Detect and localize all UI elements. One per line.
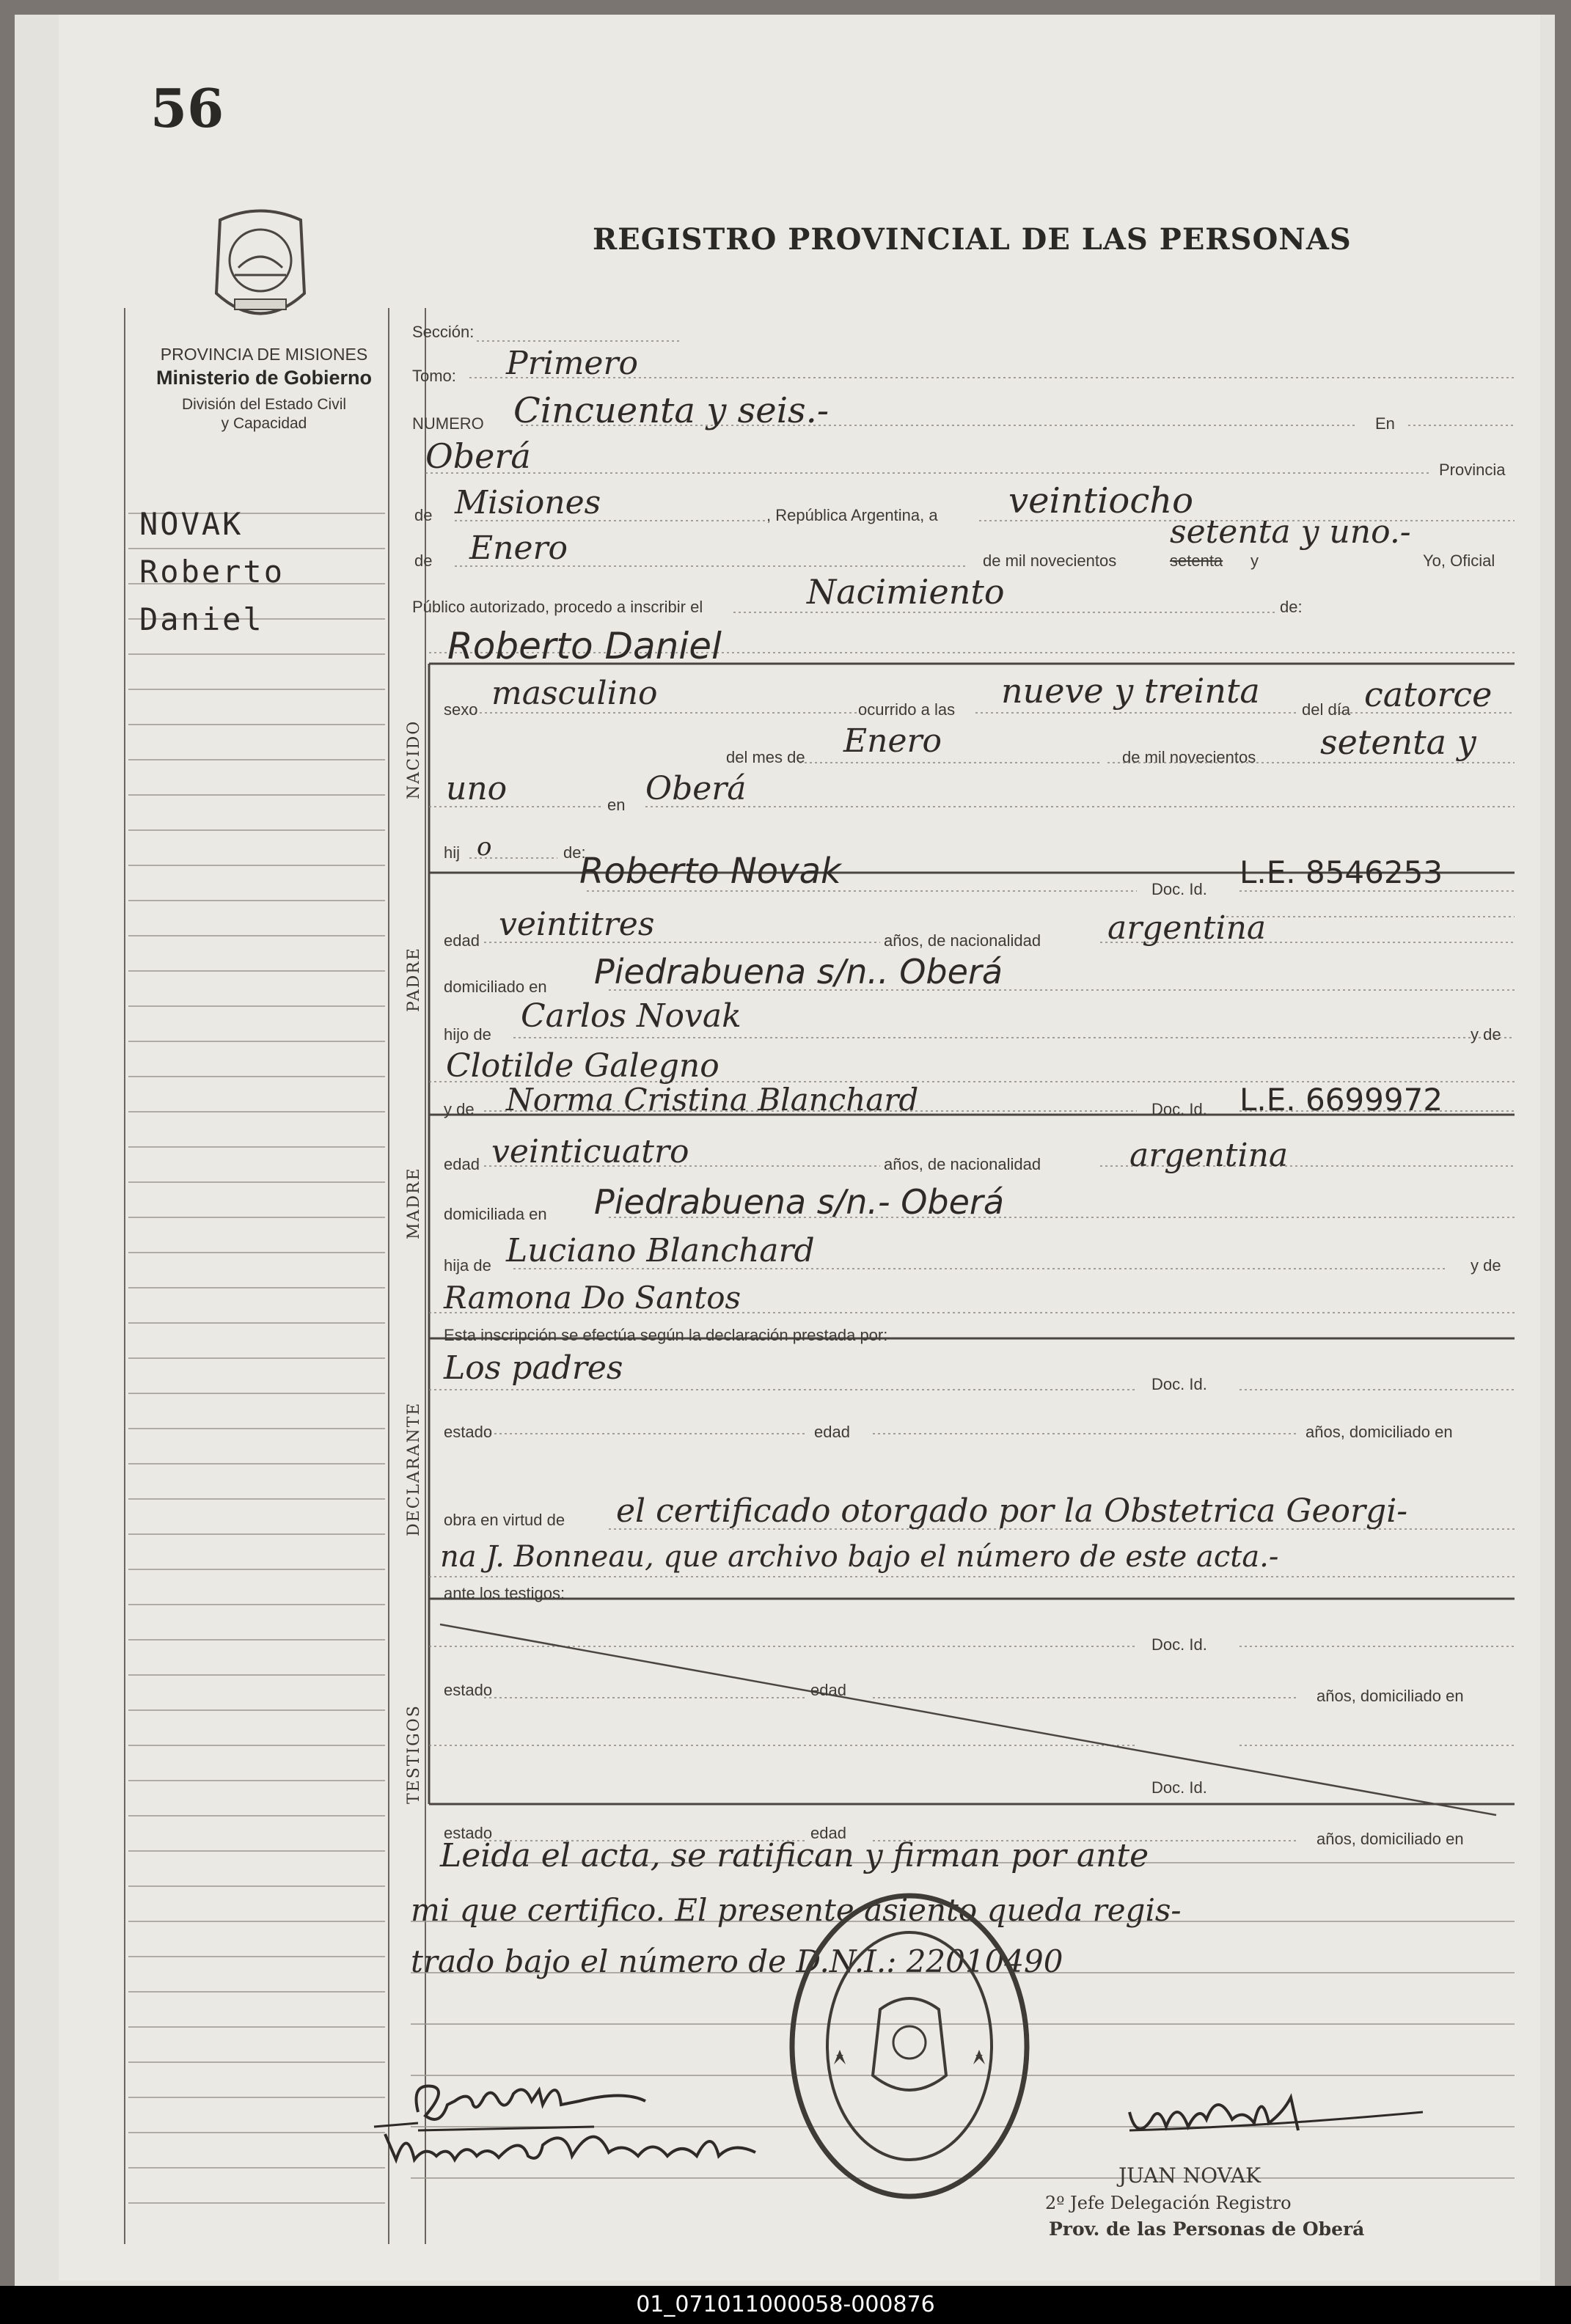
label-estado-t2: estado	[444, 1824, 493, 1842]
value-padre-padre: Carlos Novak	[521, 997, 741, 1035]
value-dia: veintiocho	[1008, 480, 1194, 521]
value-padre-nac: argentina	[1107, 909, 1267, 947]
label-en: En	[1375, 414, 1395, 433]
label-de-mil: de mil novecientos	[1122, 748, 1256, 766]
value-madre-nac: argentina	[1129, 1137, 1289, 1174]
official-name: JUAN NOVAK	[1118, 2163, 1261, 2188]
label-y-de-padre: y de	[1471, 1025, 1501, 1044]
value-anio: setenta y uno.-	[1170, 513, 1411, 551]
label-setenta-struck: setenta	[1170, 551, 1223, 570]
margin-note-name1: Roberto	[139, 554, 285, 590]
division-label: División del Estado Civil	[181, 396, 347, 413]
label-en-small: en	[607, 796, 626, 814]
value-hijo-suffix: o	[477, 832, 492, 862]
label-provincia: Provincia	[1439, 461, 1506, 479]
section-testigos: TESTIGOS	[405, 1704, 423, 1804]
value-padre-edad: veintitres	[499, 906, 655, 943]
value-nombre: Roberto Daniel	[447, 625, 722, 667]
label-hijo-de: hijo de	[444, 1025, 491, 1044]
section-nacido: NACIDO	[405, 719, 423, 799]
value-mes-nac: Enero	[843, 722, 942, 760]
margin-note-name2: Daniel	[139, 601, 264, 637]
value-madre-dom: Piedrabuena s/n.- Oberá	[594, 1182, 1005, 1222]
label-anos-dom-t1: años, domiciliado en	[1317, 1687, 1464, 1705]
image-id-footer: 01_071011000058-000876	[0, 2286, 1571, 2324]
value-hora: nueve y treinta	[1001, 671, 1260, 711]
label-ocurrido: ocurrido a las	[858, 700, 956, 719]
value-anio-nac2: uno	[446, 770, 508, 807]
label-de-mes: de	[414, 551, 433, 570]
value-padre: Roberto Novak	[579, 851, 841, 892]
label-edad-t2: edad	[810, 1824, 846, 1842]
value-anio-nac1: setenta y	[1320, 722, 1476, 762]
value-cierre1: Leida el acta, se ratifican y firman por ante	[440, 1837, 1149, 1874]
section-padre: PADRE	[405, 947, 423, 1012]
signature-official	[1115, 2075, 1452, 2156]
label-estado-t1: estado	[444, 1681, 493, 1699]
value-tomo: Primero	[506, 345, 638, 382]
label-y: y	[1250, 551, 1259, 570]
section-madre: MADRE	[405, 1167, 423, 1239]
official-title-1: 2º Jefe Delegación Registro	[1045, 2193, 1292, 2213]
label-domiciliada-madre: domiciliada en	[444, 1205, 547, 1223]
label-obra: obra en virtud de	[444, 1511, 565, 1529]
document-title: REGISTRO PROVINCIAL DE LAS PERSONAS	[593, 222, 1352, 257]
label-yo-oficial: Yo, Oficial	[1423, 551, 1495, 570]
label-hija-de: hija de	[444, 1256, 491, 1275]
value-madre-padre: Luciano Blanchard	[506, 1232, 815, 1269]
signature-mother	[374, 2112, 785, 2193]
value-cierre3: trado bajo el número de D.N.I.: 22010490	[411, 1943, 1063, 1979]
label-edad-t1: edad	[810, 1681, 846, 1699]
label-de-hijo: de:	[563, 843, 586, 862]
label-numero: NUMERO	[412, 414, 484, 433]
label-seccion: Sección:	[412, 323, 475, 341]
label-anos-dom-t2: años, domiciliado en	[1317, 1830, 1464, 1848]
label-de-colon: de:	[1280, 598, 1303, 616]
label-doc-id-padre: Doc. Id.	[1151, 880, 1207, 898]
label-doc-id-decl: Doc. Id.	[1151, 1375, 1207, 1393]
label-de: de	[414, 506, 433, 524]
label-y-de-madre2: y de	[1471, 1256, 1501, 1275]
value-madre: Norma Cristina Blanchard	[506, 1082, 919, 1118]
value-acto: Nacimiento	[807, 572, 1005, 612]
label-hijo: hij	[444, 843, 461, 862]
label-publico: Público autorizado, procedo a inscribir el	[412, 598, 703, 616]
label-del-mes: del mes de	[726, 748, 805, 766]
label-doc-id-t1: Doc. Id.	[1151, 1635, 1207, 1654]
label-tomo: Tomo:	[412, 367, 456, 385]
value-cierre2: mi que certifico. El presente asiento queda regis-	[411, 1892, 1182, 1928]
label-estado-decl: estado	[444, 1423, 493, 1441]
value-provincia: Misiones	[455, 484, 601, 521]
division-label-2: y Capacidad	[221, 415, 307, 432]
value-padre-doc: L.E. 8546253	[1239, 854, 1443, 890]
value-numero: Cincuenta y seis.-	[513, 390, 830, 431]
label-esta-inscripcion: Esta inscripción se efectúa según la declaración prestada por:	[444, 1326, 888, 1344]
label-edad-madre: edad	[444, 1155, 480, 1173]
label-domiciliado-padre: domiciliado en	[444, 978, 547, 996]
label-sexo: sexo	[444, 700, 478, 719]
label-doc-id-madre: Doc. Id.	[1151, 1100, 1207, 1118]
value-padre-madre: Clotilde Galegno	[446, 1047, 719, 1085]
value-declarante: Los padres	[444, 1349, 623, 1387]
section-declarante: DECLARANTE	[405, 1401, 423, 1536]
value-sexo: masculino	[491, 675, 658, 712]
value-madre-madre: Ramona Do Santos	[444, 1280, 741, 1316]
official-title-2: Prov. de las Personas de Oberá	[1049, 2218, 1365, 2240]
label-doc-id-t2: Doc. Id.	[1151, 1778, 1207, 1797]
label-anos-nac-padre: años, de nacionalidad	[884, 931, 1041, 950]
label-ante: ante los testigos:	[444, 1584, 565, 1602]
margin-note-surname: NOVAK	[139, 506, 243, 542]
label-anos-dom-decl: años, domiciliado en	[1305, 1423, 1453, 1441]
value-madre-doc: L.E. 6699972	[1239, 1082, 1443, 1118]
ministry-label: Ministerio de Gobierno	[155, 367, 373, 389]
official-stamp-icon	[770, 1885, 1049, 2207]
value-mes: Enero	[469, 529, 568, 567]
province-label: PROVINCIA DE MISIONES	[160, 345, 368, 364]
value-obra1: el certificado otorgado por la Obstetrica Georgi-	[616, 1492, 1408, 1530]
page-number: 56	[150, 77, 224, 139]
value-madre-edad: veinticuatro	[491, 1133, 689, 1170]
label-republica: , República Argentina, a	[766, 506, 938, 524]
label-del-dia: del día	[1302, 700, 1351, 719]
label-y-de-madre: y de	[444, 1100, 475, 1118]
value-obra2: na J. Bonneau, que archivo bajo el número de este acta.-	[440, 1540, 1279, 1574]
label-edad-decl: edad	[814, 1423, 850, 1441]
label-anos-nac-madre: años, de nacionalidad	[884, 1155, 1041, 1173]
label-mil-novecientos: de mil novecientos	[983, 551, 1117, 570]
label-edad-padre: edad	[444, 931, 480, 950]
value-dia-nac: catorce	[1364, 675, 1493, 714]
value-lugar-nac: Oberá	[645, 770, 747, 807]
value-lugar: Oberá	[425, 436, 531, 476]
value-padre-dom: Piedrabuena s/n.. Oberá	[594, 952, 1003, 991]
